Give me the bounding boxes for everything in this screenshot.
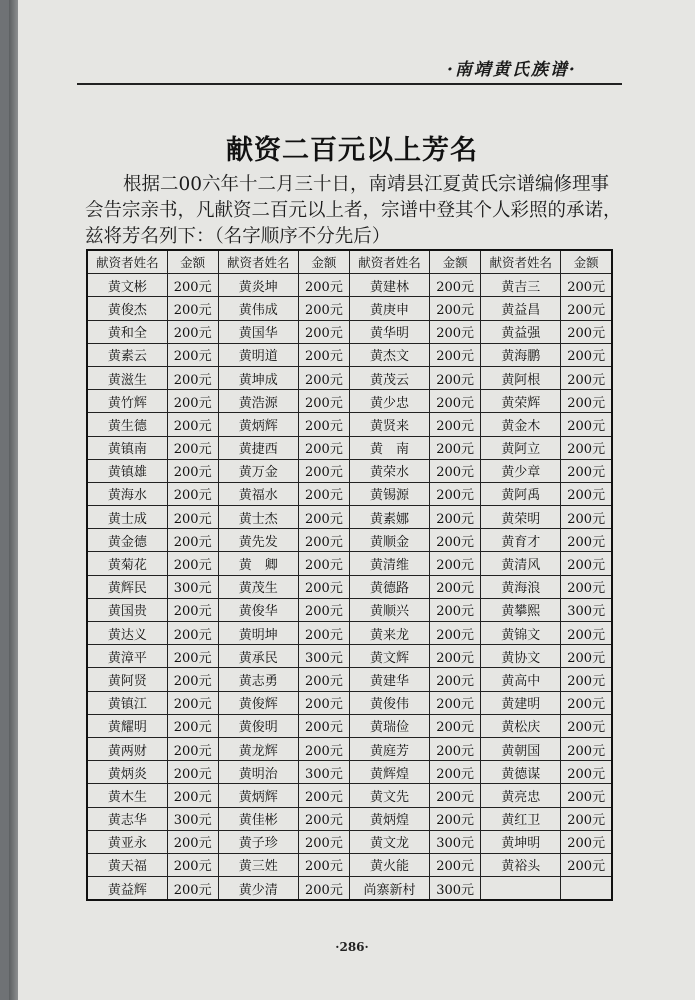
amount-cell: 200元 [430,784,481,807]
amount-cell: 200元 [430,343,481,366]
table-row [87,784,612,807]
amount-cell: 300元 [561,598,612,621]
donor-name-cell: 黄阿禹 [481,482,561,505]
donor-name-cell: 黄少忠 [349,390,429,413]
amount-cell: 200元 [430,691,481,714]
amount-cell: 200元 [430,622,481,645]
donor-name-cell: 黄阿根 [481,366,561,389]
table-row [87,853,612,876]
intro-paragraph: 根据二00六年十二月三十日，南靖县江夏黄氏宗谱编修理事会告宗亲书，凡献资二百元以上者，宗谱中登其个人彩照的承诺，兹将芳名列下：（名字顺序不分先后） [85,174,622,247]
amount-cell: 200元 [561,436,612,459]
amount-cell: 200元 [561,529,612,552]
donor-name-cell: 黄士杰 [218,506,298,529]
donor-name-cell: 黄金木 [481,413,561,436]
amount-cell: 200元 [167,853,218,876]
amount-cell: 200元 [561,320,612,343]
amount-cell: 200元 [561,274,612,297]
amount-cell: 200元 [167,320,218,343]
donor-name-cell: 黄国华 [218,320,298,343]
amount-cell: 200元 [298,366,349,389]
amount-cell: 200元 [430,459,481,482]
amount-cell: 200元 [298,853,349,876]
donor-name-cell: 黄子珍 [218,830,298,853]
amount-cell: 200元 [167,737,218,760]
amount-cell: 200元 [167,784,218,807]
table-row [87,390,612,413]
amount-cell: 200元 [561,482,612,505]
table-row [87,366,612,389]
amount-cell: 200元 [430,598,481,621]
donor-name-cell: 黄和全 [87,320,167,343]
donor-name-cell: 黄德谋 [481,761,561,784]
amount-cell: 200元 [430,320,481,343]
donor-name-cell: 黄裕头 [481,853,561,876]
amount-cell [561,877,612,901]
donor-name-cell: 黄天福 [87,853,167,876]
amount-cell: 300元 [167,807,218,830]
amount-cell: 200元 [298,320,349,343]
donor-name-cell: 黄士成 [87,506,167,529]
donor-name-cell: 黄菊花 [87,552,167,575]
donor-name-cell: 黄万金 [218,459,298,482]
amount-cell: 200元 [167,482,218,505]
donor-name-cell: 黄浩源 [218,390,298,413]
amount-cell: 200元 [167,436,218,459]
donor-name-cell: 黄亚永 [87,830,167,853]
donor-name-cell: 黄坤明 [481,830,561,853]
donor-name-cell: 黄国贵 [87,598,167,621]
amount-cell: 200元 [430,436,481,459]
amount-cell: 200元 [298,482,349,505]
column-header: 金额 [298,250,349,274]
donor-name-cell: 黄承民 [218,645,298,668]
amount-cell: 200元 [298,668,349,691]
amount-cell: 200元 [167,297,218,320]
donor-name-cell: 黄朝国 [481,737,561,760]
amount-cell: 200元 [561,552,612,575]
donor-name-cell: 黄荣水 [349,459,429,482]
donor-name-cell: 黄俊伟 [349,691,429,714]
table-row [87,622,612,645]
amount-cell: 200元 [561,459,612,482]
donor-name-cell [481,877,561,901]
amount-cell: 200元 [561,413,612,436]
amount-cell: 200元 [430,737,481,760]
table-row [87,668,612,691]
amount-cell: 300元 [430,830,481,853]
table-row [87,459,612,482]
table-row [87,761,612,784]
donor-name-cell: 黄吉三 [481,274,561,297]
donor-name-cell: 黄生德 [87,413,167,436]
donor-name-cell: 黄海水 [87,482,167,505]
donor-name-cell: 黄明治 [218,761,298,784]
donor-name-cell: 黄育才 [481,529,561,552]
donor-name-cell: 黄红卫 [481,807,561,830]
donor-name-cell: 黄亮忠 [481,784,561,807]
table-row [87,830,612,853]
amount-cell: 200元 [561,343,612,366]
donor-name-cell: 黄俊华 [218,598,298,621]
donor-name-cell: 黄益昌 [481,297,561,320]
amount-cell: 200元 [298,830,349,853]
donor-name-cell: 黄建明 [481,691,561,714]
amount-cell: 200元 [167,366,218,389]
donor-name-cell: 黄杰文 [349,343,429,366]
amount-cell: 200元 [298,714,349,737]
amount-cell: 200元 [167,598,218,621]
column-header: 献资者姓名 [349,250,429,274]
donor-name-cell: 黄协文 [481,645,561,668]
donor-name-cell: 黄 卿 [218,552,298,575]
donor-name-cell: 黄炳煌 [349,807,429,830]
donor-name-cell: 黄先发 [218,529,298,552]
amount-cell: 200元 [561,506,612,529]
donor-name-cell: 黄顺兴 [349,598,429,621]
donor-table [86,249,613,901]
donor-name-cell: 黄 南 [349,436,429,459]
amount-cell: 200元 [430,274,481,297]
donor-name-cell: 黄庭芳 [349,737,429,760]
amount-cell: 200元 [167,506,218,529]
amount-cell: 200元 [430,552,481,575]
donor-name-cell: 黄文彬 [87,274,167,297]
table-header-row [87,250,612,274]
amount-cell: 200元 [561,390,612,413]
amount-cell: 200元 [430,297,481,320]
donor-name-cell: 黄锦文 [481,622,561,645]
page-number: ·286· [335,940,369,954]
donor-name-cell: 黄文辉 [349,645,429,668]
amount-cell: 200元 [430,366,481,389]
amount-cell: 200元 [430,575,481,598]
amount-cell: 300元 [430,877,481,901]
column-header: 金额 [430,250,481,274]
amount-cell: 300元 [167,575,218,598]
amount-cell: 200元 [167,645,218,668]
donor-name-cell: 黄镇江 [87,691,167,714]
donor-name-cell: 黄益辉 [87,877,167,901]
table-row [87,598,612,621]
amount-cell: 200元 [167,830,218,853]
table-row [87,714,612,737]
donor-name-cell: 黄攀熙 [481,598,561,621]
amount-cell: 200元 [167,761,218,784]
donor-name-cell: 黄镇雄 [87,459,167,482]
donor-name-cell: 黄龙辉 [218,737,298,760]
donor-name-cell: 黄建华 [349,668,429,691]
page-title: 献资二百元以上芳名 [226,135,478,166]
donor-name-cell: 黄辉煌 [349,761,429,784]
amount-cell: 200元 [561,830,612,853]
donor-name-cell: 黄茂生 [218,575,298,598]
donor-name-cell: 黄漳平 [87,645,167,668]
amount-cell: 200元 [298,737,349,760]
donor-name-cell: 黄益强 [481,320,561,343]
amount-cell: 200元 [561,297,612,320]
donor-name-cell: 黄三姓 [218,853,298,876]
column-header: 献资者姓名 [218,250,298,274]
amount-cell: 200元 [430,390,481,413]
amount-cell: 200元 [430,807,481,830]
column-header: 金额 [167,250,218,274]
amount-cell: 200元 [561,366,612,389]
table-row [87,413,612,436]
amount-cell: 200元 [298,575,349,598]
amount-cell: 200元 [561,853,612,876]
donor-name-cell: 黄瑞俭 [349,714,429,737]
donor-name-cell: 黄辉民 [87,575,167,598]
donor-name-cell: 黄福水 [218,482,298,505]
amount-cell: 200元 [298,343,349,366]
header-rule [77,83,622,85]
amount-cell: 200元 [561,645,612,668]
amount-cell: 200元 [561,691,612,714]
donor-name-cell: 黄来龙 [349,622,429,645]
amount-cell: 200元 [430,506,481,529]
table-row [87,807,612,830]
table-row [87,297,612,320]
amount-cell: 200元 [167,714,218,737]
donor-name-cell: 黄两财 [87,737,167,760]
donor-name-cell: 黄庚申 [349,297,429,320]
donor-name-cell: 黄坤成 [218,366,298,389]
table-row [87,274,612,297]
amount-cell: 200元 [298,529,349,552]
donor-name-cell: 黄达义 [87,622,167,645]
table-row [87,343,612,366]
table-row [87,320,612,343]
amount-cell: 200元 [298,506,349,529]
donor-name-cell: 黄火能 [349,853,429,876]
amount-cell: 300元 [298,761,349,784]
donor-name-cell: 黄少清 [218,877,298,901]
column-header: 献资者姓名 [87,250,167,274]
donor-name-cell: 黄海鹏 [481,343,561,366]
table-row [87,575,612,598]
donor-name-cell: 黄炳辉 [218,413,298,436]
amount-cell: 200元 [561,761,612,784]
amount-cell: 200元 [298,413,349,436]
donor-name-cell: 黄志华 [87,807,167,830]
table-row [87,529,612,552]
amount-cell: 200元 [167,343,218,366]
amount-cell: 200元 [298,297,349,320]
amount-cell: 200元 [430,761,481,784]
donor-name-cell: 黄金德 [87,529,167,552]
donor-name-cell: 黄木生 [87,784,167,807]
amount-cell: 200元 [167,413,218,436]
running-header: ·南靖黄氏族谱· [447,60,577,80]
amount-cell: 200元 [167,529,218,552]
table-body [87,274,612,901]
table-row [87,506,612,529]
donor-name-cell: 黄清风 [481,552,561,575]
donor-name-cell: 黄俊明 [218,714,298,737]
donor-name-cell: 黄炎坤 [218,274,298,297]
donor-name-cell: 黄清维 [349,552,429,575]
amount-cell: 200元 [298,390,349,413]
amount-cell: 200元 [167,459,218,482]
donor-name-cell: 黄阿贤 [87,668,167,691]
amount-cell: 200元 [167,390,218,413]
document-page [9,0,695,1000]
donor-name-cell: 黄志勇 [218,668,298,691]
donor-name-cell: 黄贤来 [349,413,429,436]
table-row [87,737,612,760]
donor-name-cell: 黄海浪 [481,575,561,598]
amount-cell: 200元 [430,645,481,668]
donor-name-cell: 黄锡源 [349,482,429,505]
table-row [87,645,612,668]
donor-name-cell: 黄素云 [87,343,167,366]
amount-cell: 200元 [561,668,612,691]
amount-cell: 200元 [430,413,481,436]
amount-cell: 200元 [167,691,218,714]
amount-cell: 200元 [298,691,349,714]
donor-name-cell: 黄荣辉 [481,390,561,413]
donor-name-cell: 黄华明 [349,320,429,343]
amount-cell: 200元 [298,552,349,575]
amount-cell: 200元 [167,274,218,297]
amount-cell: 200元 [561,575,612,598]
table-row [87,552,612,575]
amount-cell: 200元 [167,877,218,901]
amount-cell: 200元 [298,436,349,459]
amount-cell: 200元 [561,807,612,830]
amount-cell: 200元 [298,274,349,297]
donor-name-cell: 黄耀明 [87,714,167,737]
column-header: 金额 [561,250,612,274]
amount-cell: 200元 [298,784,349,807]
donor-name-cell: 黄俊辉 [218,691,298,714]
donor-name-cell: 黄文龙 [349,830,429,853]
amount-cell: 200元 [430,668,481,691]
table-row [87,691,612,714]
donor-name-cell: 黄镇南 [87,436,167,459]
amount-cell: 200元 [167,622,218,645]
donor-name-cell: 黄滋生 [87,366,167,389]
amount-cell: 200元 [167,552,218,575]
amount-cell: 200元 [430,529,481,552]
donor-name-cell: 尚寨新村 [349,877,429,901]
amount-cell: 200元 [167,668,218,691]
donor-name-cell: 黄文先 [349,784,429,807]
donor-name-cell: 黄茂云 [349,366,429,389]
donor-name-cell: 黄明坤 [218,622,298,645]
donor-name-cell: 黄顺金 [349,529,429,552]
donor-name-cell: 黄佳彬 [218,807,298,830]
table-row [87,436,612,459]
table-row [87,482,612,505]
donor-name-cell: 黄炳炎 [87,761,167,784]
donor-name-cell: 黄高中 [481,668,561,691]
amount-cell: 200元 [561,737,612,760]
donor-name-cell: 黄建林 [349,274,429,297]
amount-cell: 300元 [298,645,349,668]
amount-cell: 200元 [561,784,612,807]
amount-cell: 200元 [430,853,481,876]
donor-name-cell: 黄少章 [481,459,561,482]
donor-name-cell: 黄松庆 [481,714,561,737]
amount-cell: 200元 [298,598,349,621]
donor-name-cell: 黄俊杰 [87,297,167,320]
donor-name-cell: 黄捷西 [218,436,298,459]
column-header: 献资者姓名 [481,250,561,274]
amount-cell: 200元 [298,877,349,901]
amount-cell: 200元 [561,714,612,737]
amount-cell: 200元 [430,482,481,505]
donor-name-cell: 黄阿立 [481,436,561,459]
donor-name-cell: 黄德路 [349,575,429,598]
donor-name-cell: 黄竹辉 [87,390,167,413]
donor-name-cell: 黄炳辉 [218,784,298,807]
amount-cell: 200元 [430,714,481,737]
donor-name-cell: 黄明道 [218,343,298,366]
amount-cell: 200元 [298,459,349,482]
amount-cell: 200元 [561,622,612,645]
donor-name-cell: 黄伟成 [218,297,298,320]
donor-name-cell: 黄荣明 [481,506,561,529]
amount-cell: 200元 [298,807,349,830]
table-row [87,877,612,901]
amount-cell: 200元 [298,622,349,645]
donor-name-cell: 黄素娜 [349,506,429,529]
